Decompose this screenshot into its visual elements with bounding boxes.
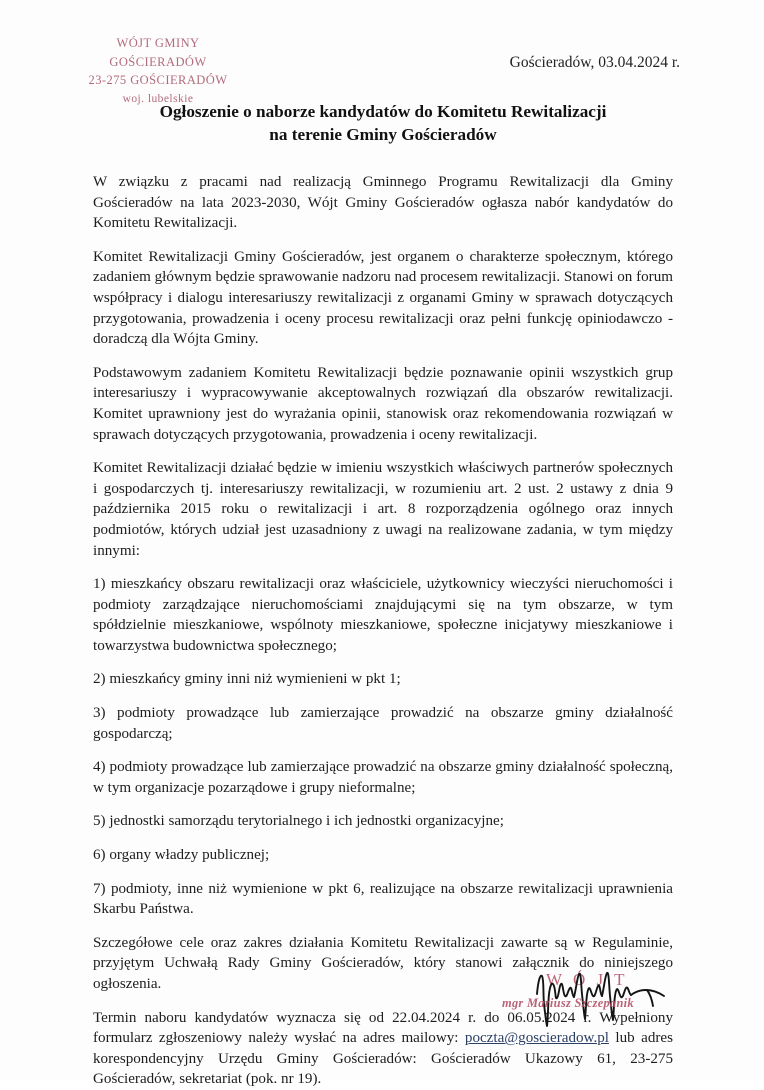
office-stamp-line-3: woj. lubelskie (122, 92, 194, 105)
list-item-5: 5) jednostki samorządu terytorialnego i ich jednostki organizacyjne; (93, 813, 504, 830)
document-body (93, 172, 673, 1090)
paragraph-intro: W związku z pracami nad realizacją Gminnego Programu Rewitalizacji dla Gminy Gościeradów na lata 2023-2030, Wójt Gminy Gościeradów ogłasza nabór kandydatów do Komitetu Rewitalizacji. (93, 174, 673, 232)
place-and-date: Gościeradów, 03.04.2024 r. (509, 54, 680, 71)
email-link[interactable]: poczta@goscieradow.pl (464, 1030, 609, 1047)
paragraph-legal-basis: Komitet Rewitalizacji działać będzie w imieniu wszystkich właściwych partnerów społecznych i gospodarczych tj. interesariuszy rewitalizacji, w rozumieniu art. 2 ust. 2 ustawy z dnia 9 października 2015 roku o rewitalizacji i art. 8 rozporządzenia ogólnego oraz innych podmiotów, których udział jest uzasadniony z uwagi na realizowane zadania, w tym między innymi: (93, 460, 673, 559)
list-item-2: 2) mieszkańcy gminy inni niż wymienieni w pkt 1; (93, 671, 401, 688)
list-item-3: 3) podmioty prowadzące lub zamierzające prowadzić na obszarze gminy działalność gospodarczą; (93, 705, 673, 742)
paragraph-regulations: Szczegółowe cele oraz zakres działania Komitetu Rewitalizacji zawarte są w Regulaminie, przyjętym Uchwałą Rady Gminy Gościeradów, który stanowi załącznik do niniejszego ogłoszenia. (93, 934, 673, 992)
paragraph-committee-role: Komitet Rewitalizacji Gminy Gościeradów, jest organem o charakterze społecznym, którego zadaniem głównym będzie sprawowanie nadzoru nad procesem rewitalizacji. Stanowi on forum współpracy i dialogu interesariuszy rewitalizacji z organami Gminy w sprawach dotyczących przygotowania, prowadzenia i oceny procesu rewitalizacji oraz pełni funkcję opiniodawczo - doradczą dla Wójta Gminy. (93, 248, 673, 348)
page-title-line-2: na terenie Gminy Gościeradów (269, 125, 497, 144)
office-stamp (68, 34, 248, 108)
deadline-text-before-email: Termin naboru kandydatów wyznacza się od 22.04.2024 r. do 06.05.2024 r. Wypełniony formularz zgłoszeniowy należy wysłać na adres mailowy: (93, 1009, 673, 1047)
list-item-1: 1) mieszkańcy obszaru rewitalizacji oraz właściciele, użytkownicy wieczyści nieruchomości i podmioty zarządzające nieruchomościami znajdującymi się na tym obszarze, w tym spółdzielnie mieszkaniowe, wspólnoty mieszkaniowe, społeczne inicjatywy mieszkaniowe i towarzystwa budownictwa społecznego; (93, 576, 673, 654)
list-item-4: 4) podmioty prowadzące lub zamierzające prowadzić na obszarze gminy działalność społeczną, w tym organizacje pozarządowe i grupy nieformalne; (93, 759, 673, 796)
list-item-6: 6) organy władzy publicznej; (93, 847, 270, 864)
signature-title-word: W Ó J T (546, 970, 628, 989)
signature-stamp (488, 968, 698, 1048)
paragraph-committee-task: Podstawowym zadaniem Komitetu Rewitalizacji będzie poznawanie opinii wszystkich grup interesariuszy i wypracowywanie akceptowalnych rozwiązań dla obszarów rewitalizacji. Komitet uprawniony jest do wyrażania opinii, stanowisk oraz rekomendowania rozwiązań w sprawach dotyczących przygotowania, prowadzenia i oceny rewitalizacji. (93, 364, 673, 443)
office-stamp-line-1: WÓJT GMINY GOŚCIERADÓW (109, 36, 207, 69)
office-stamp-line-2: 23-275 GOŚCIERADÓW (88, 73, 228, 87)
document-header (0, 34, 764, 105)
page-title (93, 100, 673, 146)
deadline-text-after-email: lub adres korespondencyjny Urzędu Gminy Gościeradów: Gościeradów Ukazowy 61, 23-275 Gościeradów, sekretariat (pok. nr 19). (93, 1030, 673, 1088)
page-title-line-1: Ogłoszenie o naborze kandydatów do Komitetu Rewitalizacji (159, 102, 607, 121)
signature-name: mgr Mariusz Szczepanik (502, 996, 634, 1010)
list-item-7: 7) podmioty, inne niż wymienione w pkt 6, realizujące na obszarze rewitalizacji uprawnienia Skarbu Państwa. (93, 880, 673, 918)
